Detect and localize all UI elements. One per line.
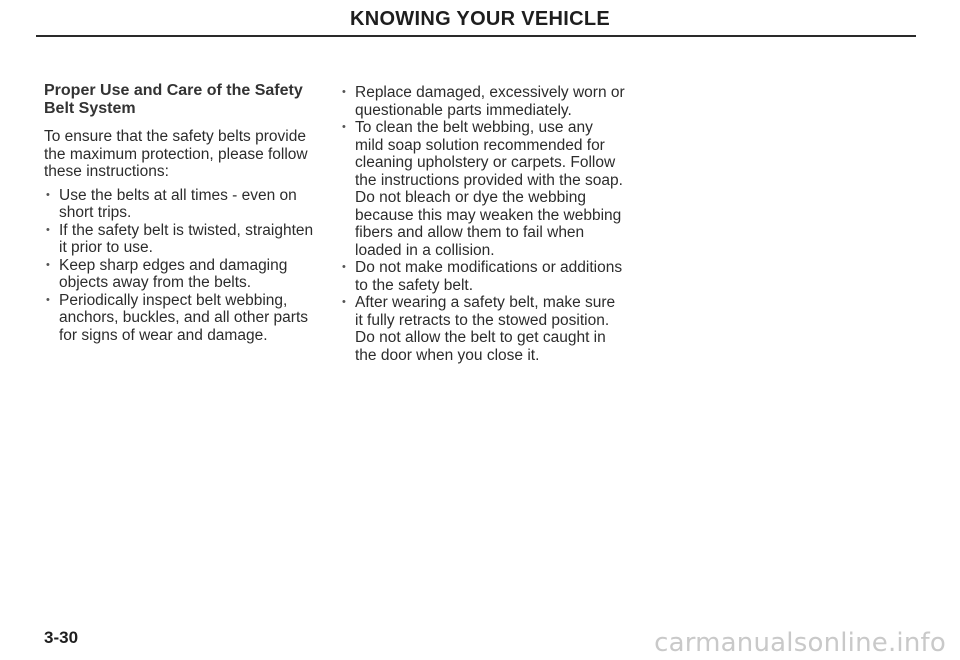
intro-paragraph: To ensure that the safety belts provide the maximum protection, please follow these instructions: — [44, 128, 308, 180]
left-column — [44, 82, 319, 344]
page-number: 3-30 — [44, 628, 79, 647]
list-item: • After wearing a safety belt, make sure it fully retracts to the stowed position. Do not allow the belt to get caught in the door when you close it. — [340, 294, 625, 364]
list-item: • Periodically inspect belt webbing, anchors, buckles, and all other parts for signs of wear and damage. — [44, 292, 319, 345]
page-header-title: KNOWING YOUR VEHICLE — [349, 8, 611, 30]
watermark: carmanualsonline.info — [654, 628, 946, 658]
list-item: • To clean the belt webbing, use any mild soap solution recommended for cleaning upholstery or carpets. Follow the instructions provided with the soap. Do not bleach or dye the webbing because this may weaken the webbing fibers and allow them to fail when loaded in a collision. — [340, 119, 625, 259]
section-heading: Proper Use and Care of the Safety Belt System — [44, 82, 303, 117]
list-item: • Replace damaged, excessively worn or questionable parts immediately. — [340, 84, 625, 119]
list-item: • If the safety belt is twisted, straighten it prior to use. — [44, 222, 319, 257]
instructions-list-right — [340, 84, 625, 364]
list-item: • Keep sharp edges and damaging objects away from the belts. — [44, 257, 319, 292]
list-item: • Use the belts at all times - even on short trips. — [44, 187, 319, 222]
header-divider — [36, 35, 916, 37]
list-item: • Do not make modifications or additions to the safety belt. — [340, 259, 625, 294]
instructions-list-left — [44, 187, 319, 345]
right-column — [340, 84, 625, 364]
